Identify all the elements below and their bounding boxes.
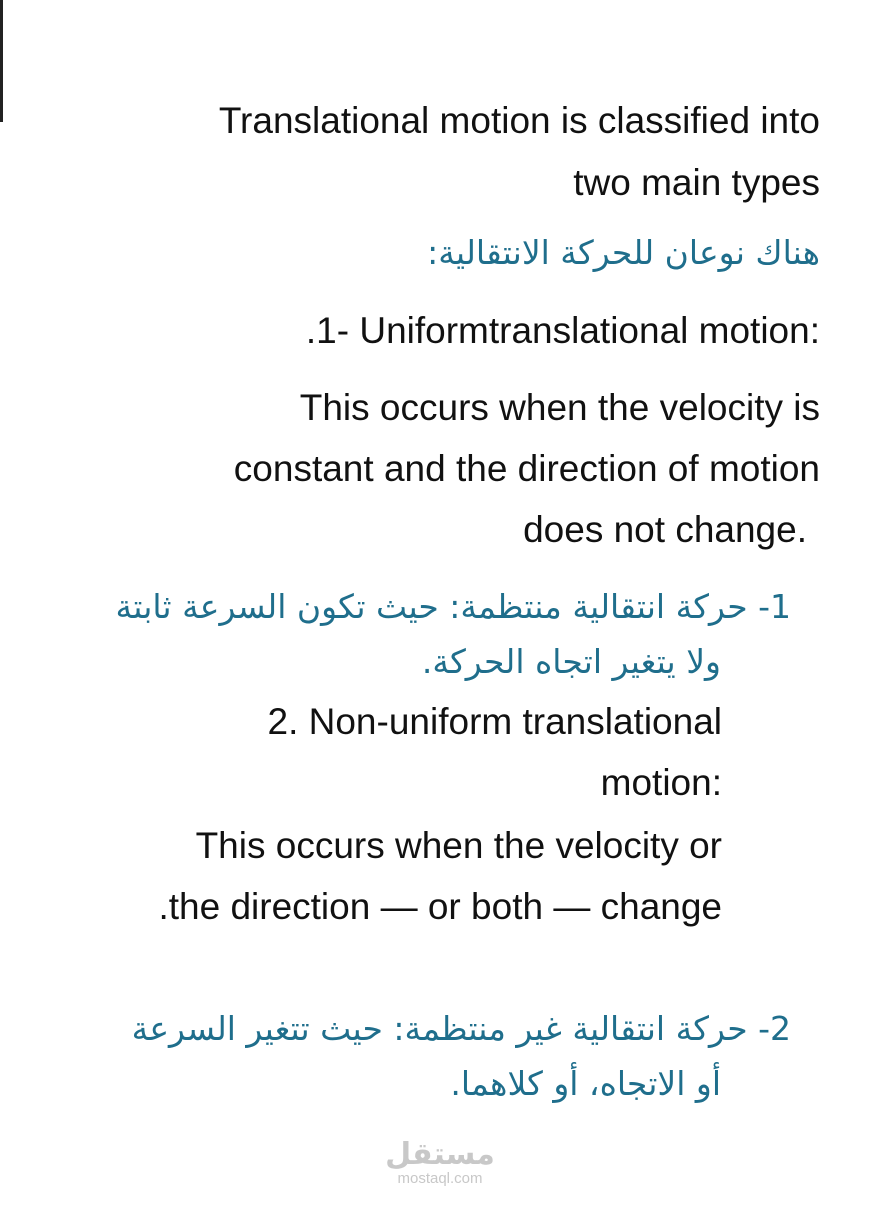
type1-ar-line-2: ولا يتغير اتجاه الحركة.: [421, 642, 721, 681]
watermark-logo-text: مستقل: [385, 1137, 495, 1172]
type1-desc-en-line-2: constant and the direction of motion: [233, 448, 820, 489]
page-edge-divider: [0, 0, 3, 122]
type1-desc-en-line-1: This occurs when the velocity is: [299, 387, 820, 428]
type1-desc-en-line-3: does not change.: [523, 509, 807, 550]
watermark-domain: mostaql.com: [397, 1170, 483, 1187]
type2-heading-en-line-2: motion:: [600, 762, 722, 803]
type1-ar-line-1: 1- حركة انتقالية منتظمة: حيث تكون السرعة ثابتة: [115, 587, 791, 626]
mostaql-watermark: [360, 1138, 520, 1186]
type2-ar-line-1: 2- حركة انتقالية غير منتظمة: حيث تتغير السرعة: [131, 1009, 791, 1048]
type2-heading-en-line-1: 2. Non-uniform translational: [267, 701, 722, 742]
intro-en-line-2: two main types: [573, 162, 820, 203]
intro-en-line-1: Translational motion is classified into: [218, 100, 820, 141]
type2-ar-line-2: أو الاتجاه، أو كلاهما.: [450, 1064, 721, 1103]
type2-desc-en-line-1: This occurs when the velocity or: [195, 825, 722, 866]
intro-ar-line: هناك نوعان للحركة الانتقالية:: [427, 233, 820, 272]
type2-desc-en-line-2: .the direction — or both — change: [158, 886, 722, 927]
type1-heading-en: .1- Uniformtranslational motion:: [305, 310, 820, 351]
